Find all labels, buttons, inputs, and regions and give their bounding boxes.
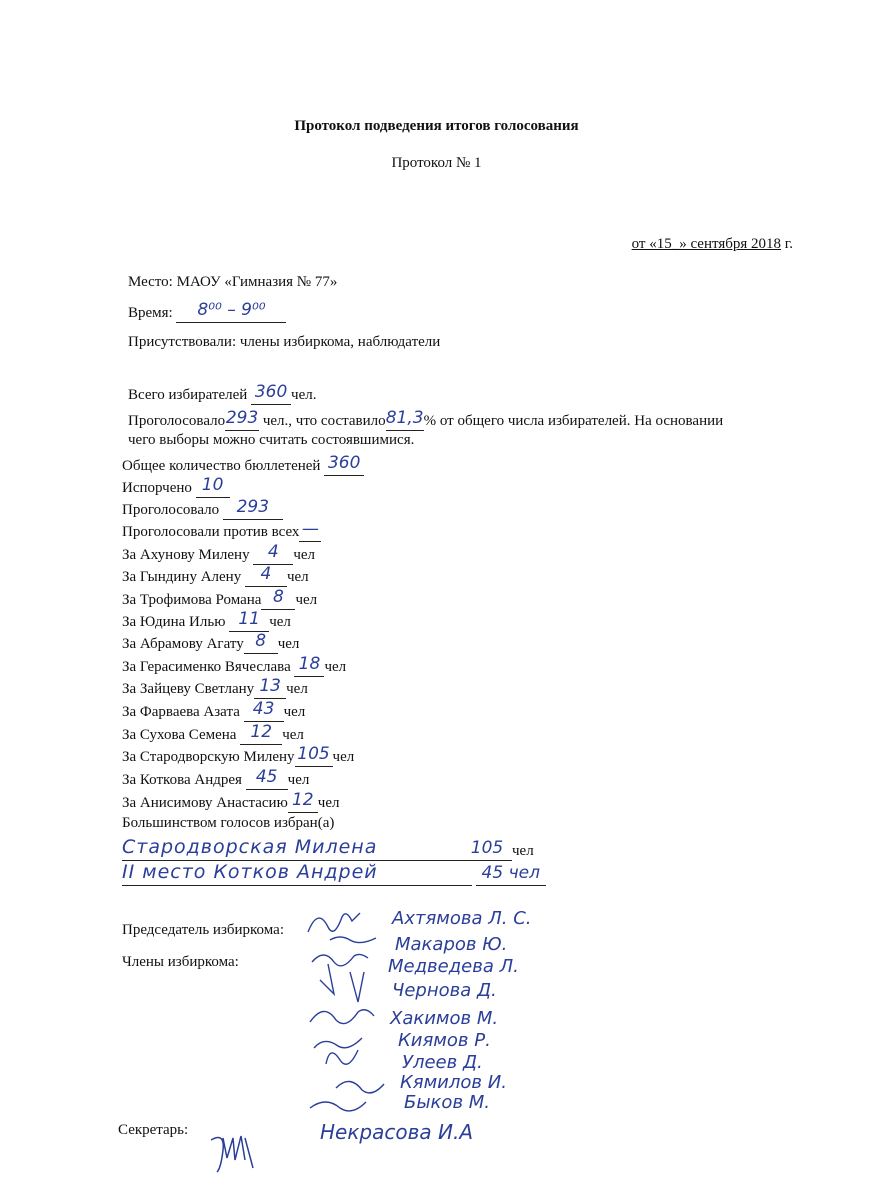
candidate-label: За Юдина Илью <box>122 614 226 630</box>
voted2-line <box>122 499 283 520</box>
candidate-votes: 18 <box>298 654 321 674</box>
member-name: Кямилов И. <box>400 1072 507 1093</box>
member-name: Макаров Ю. <box>395 934 508 955</box>
candidate-votes: 8 <box>255 631 267 651</box>
against-line <box>122 521 321 542</box>
present-line: Присутствовали: члены избиркома, наблюдатели <box>128 334 441 350</box>
secretary-name: Некрасова И.А <box>320 1120 474 1144</box>
secretary-signature-icon <box>205 1118 265 1178</box>
spoiled-label: Испорчено <box>122 480 192 496</box>
candidate-unit: чел <box>317 795 340 811</box>
protocol-number: Протокол № 1 <box>391 155 482 171</box>
candidate-unit: чел <box>277 636 300 652</box>
candidate-unit: чел <box>287 772 310 788</box>
candidate-votes: 13 <box>259 676 281 696</box>
candidate-unit: чел <box>295 592 318 608</box>
members-label: Члены избиркома: <box>122 954 239 970</box>
winner-votes: 105 <box>470 838 504 858</box>
candidate-votes: 12 <box>250 722 273 742</box>
candidate-row <box>122 724 304 745</box>
candidate-row <box>122 611 291 632</box>
voters-unit: чел. <box>291 387 317 403</box>
voters-value: 360 <box>254 382 288 402</box>
candidate-unit: чел <box>293 547 316 563</box>
candidate-label: За Трофимова Романа <box>122 592 262 608</box>
spoiled-value: 10 <box>201 475 224 495</box>
candidate-row <box>122 633 299 654</box>
candidate-votes: 43 <box>252 699 275 719</box>
ballots-label: Общее количество бюллетеней <box>122 458 321 474</box>
candidate-row <box>122 701 305 722</box>
candidate-row <box>122 544 315 565</box>
spoiled-line <box>122 477 230 498</box>
voted-value: 293 <box>225 408 259 428</box>
candidate-votes: 45 <box>255 767 278 787</box>
date-suffix: г. <box>784 236 793 252</box>
candidate-label: За Гындину Алену <box>122 569 242 585</box>
secretary-label: Секретарь: <box>118 1122 189 1138</box>
candidate-votes: 4 <box>267 542 279 562</box>
second-line <box>122 863 546 886</box>
percent-value: 81,3 <box>385 408 424 428</box>
candidate-label: За Фарваева Азата <box>122 704 240 720</box>
member-name: Медведева Л. <box>388 956 519 977</box>
second-text: II место Котков Андрей <box>122 861 378 883</box>
document-title: Протокол подведения итогов голосования <box>294 118 579 134</box>
candidate-votes: 8 <box>273 587 284 607</box>
candidate-unit: чел <box>286 681 308 697</box>
time-label: Время: <box>128 305 173 321</box>
member-name: Киямов Р. <box>398 1030 491 1051</box>
candidate-label: За Сухова Семена <box>122 727 237 743</box>
candidate-votes: 105 <box>297 744 330 764</box>
member-name: Хакимов М. <box>390 1008 499 1029</box>
candidate-row <box>122 792 339 813</box>
date-value: от «15_» сентября 2018 <box>631 236 782 252</box>
time-value: 8⁰⁰ – 9⁰⁰ <box>197 300 266 320</box>
time-line <box>128 302 286 323</box>
voted-mid: чел., что составило <box>262 413 386 429</box>
place-line: Место: МАОУ «Гимназия № 77» <box>128 274 338 290</box>
candidate-label: За Стародворскую Милену <box>122 749 295 765</box>
candidate-unit: чел <box>286 569 309 585</box>
candidate-row <box>122 656 346 677</box>
member-name: Улеев Д. <box>402 1052 483 1073</box>
ballots-line <box>122 455 364 476</box>
ballots-value: 360 <box>327 453 361 473</box>
candidate-label: За Герасименко Вячеслава <box>122 659 291 675</box>
candidate-row <box>122 769 309 790</box>
voted-label: Проголосовало <box>128 413 226 429</box>
majority-label: Большинством голосов избран(а) <box>122 815 335 831</box>
against-value: — <box>301 519 319 539</box>
candidate-label: За Абрамову Агату <box>122 636 244 652</box>
winner-line <box>122 838 534 861</box>
turnout-line <box>128 410 723 431</box>
voted2-label: Проголосовало <box>122 502 220 518</box>
protocol-date <box>632 236 793 253</box>
second-votes: 45 чел <box>481 863 540 883</box>
signature-scribbles-icon <box>300 902 395 1122</box>
winner-unit: чел <box>512 843 534 859</box>
candidate-row <box>122 566 309 587</box>
voters-label: Всего избирателей <box>128 387 248 403</box>
member-name: Быков М. <box>404 1092 491 1113</box>
candidate-votes: 11 <box>238 609 260 629</box>
percent-tail: % от общего числа избирателей. На основании <box>423 413 724 429</box>
valid-line: чего выборы можно считать состоявшимися. <box>128 432 415 448</box>
candidate-votes: 12 <box>291 790 314 810</box>
against-label: Проголосовали против всех <box>122 524 300 540</box>
candidate-votes: 4 <box>260 564 272 584</box>
candidate-label: За Коткова Андрея <box>122 772 242 788</box>
candidate-unit: чел <box>282 727 304 743</box>
candidate-unit: чел <box>269 614 291 630</box>
voted2-value: 293 <box>236 497 270 517</box>
candidate-row <box>122 589 317 610</box>
chair-name: Ахтямова Л. С. <box>392 908 532 929</box>
candidate-label: За Зайцеву Светлану <box>122 681 255 697</box>
chair-label: Председатель избиркома: <box>122 922 284 938</box>
candidate-unit: чел <box>283 704 306 720</box>
winner-name: Стародворская Милена <box>122 836 378 858</box>
member-name: Чернова Д. <box>392 980 497 1001</box>
candidate-label: За Анисимову Анастасию <box>122 795 288 811</box>
candidate-row <box>122 746 354 767</box>
voters-line <box>128 384 316 405</box>
candidate-label: За Ахунову Милену <box>122 547 250 563</box>
candidate-row <box>122 678 308 699</box>
candidate-unit: чел <box>324 659 347 675</box>
candidate-unit: чел <box>332 749 355 765</box>
